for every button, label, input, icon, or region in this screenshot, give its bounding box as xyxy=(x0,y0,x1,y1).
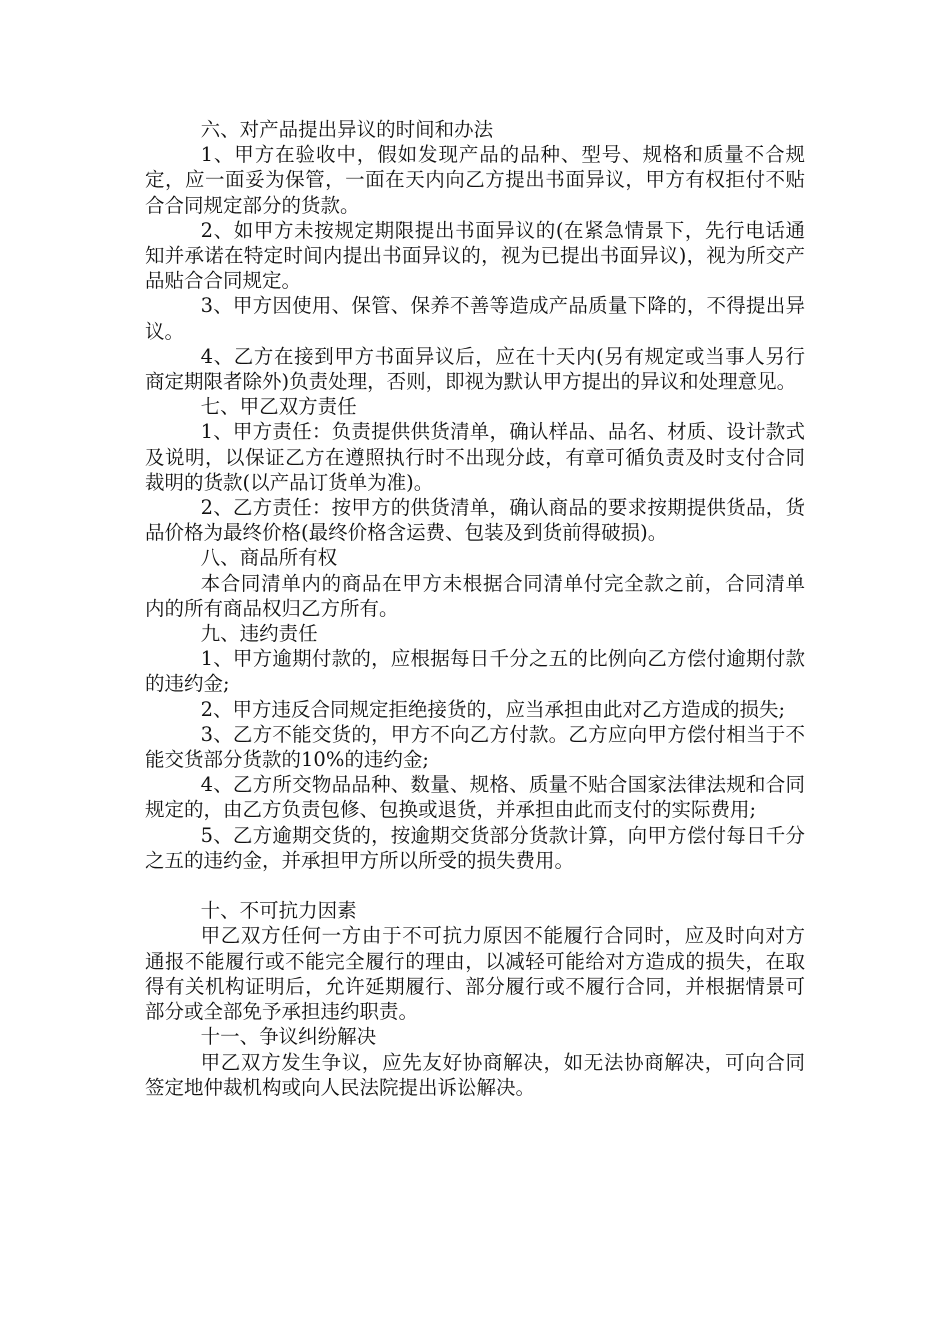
section-9-clause-4: 4、乙方所交物品品种、数量、规格、质量不贴合国家法律法规和合同规定的，由乙方负责包修、包换或退货，并承担由此而支付的实际费用; xyxy=(145,773,805,822)
section-8-heading: 八、商品所有权 xyxy=(200,546,338,570)
section-11-heading: 十一、争议纠纷解决 xyxy=(200,1025,377,1049)
section-9-clause-1: 1、甲方逾期付款的，应根据每日千分之五的比例向乙方偿付逾期付款的违约金; xyxy=(145,647,805,696)
section-7-clause-1: 1、甲方责任：负责提供供货清单，确认样品、品名、材质、设计款式及说明，以保证乙方在遵照执行时不出现分歧，有章可循负责及时支付合同裁明的货款(以产品订货单为准)。 xyxy=(145,420,805,494)
contract-body xyxy=(145,117,805,1100)
section-6-clause-3: 3、甲方因使用、保管、保养不善等造成产品质量下降的，不得提出异议。 xyxy=(145,294,805,343)
section-9-clause-3: 3、乙方不能交货的，甲方不向乙方付款。乙方应向甲方偿付相当于不能交货部分货款的10%的违约金; xyxy=(145,722,805,772)
section-6-clause-1: 1、甲方在验收中，假如发现产品的品种、型号、规格和质量不合规定，应一面妥为保管，一面在天内向乙方提出书面异议，甲方有权拒付不贴合合同规定部分的货款。 xyxy=(145,143,805,217)
section-11-clause-1: 甲乙双方发生争议，应先友好协商解决，如无法协商解决，可向合同签定地仲裁机构或向人民法院提出诉讼解决。 xyxy=(145,1050,805,1099)
section-9-heading: 九、违约责任 xyxy=(200,622,318,646)
section-6-clause-4: 4、乙方在接到甲方书面异议后，应在十天内(另有规定或当事人另行商定期限者除外)负责处理，否则，即视为默认甲方提出的异议和处理意见。 xyxy=(145,344,805,394)
section-9-clause-5: 5、乙方逾期交货的，按逾期交货部分货款计算，向甲方偿付每日千分之五的违约金，并承担甲方所以所受的损失费用。 xyxy=(145,823,805,872)
section-9-clause-2: 2、甲方违反合同规定拒绝接货的，应当承担由此对乙方造成的损失; xyxy=(200,697,786,721)
section-7-heading: 七、甲乙双方责任 xyxy=(200,395,357,419)
section-10-heading: 十、不可抗力因素 xyxy=(200,899,357,923)
section-6-heading: 六、对产品提出异议的时间和办法 xyxy=(200,118,494,141)
section-10-clause-1: 甲乙双方任何一方由于不可抗力原因不能履行合同时，应及时向对方通报不能履行或不能完全履行的理由，以减轻可能给对方造成的损失，在取得有关机构证明后，允许延期履行、部分履行或不履行合同，并根据情景可部分或全部免予承担违约职责。 xyxy=(145,924,805,1024)
section-8-clause-1: 本合同清单内的商品在甲方未根据合同清单付完全款之前，合同清单内的所有商品权归乙方所有。 xyxy=(145,571,805,620)
section-6-clause-2: 2、如甲方未按规定期限提出书面异议的(在紧急情景下，先行电话通知并承诺在特定时间内提出书面异议的，视为已提出书面异议)，视为所交产品贴合合同规定。 xyxy=(145,218,805,293)
blank-line xyxy=(145,873,805,898)
section-7-clause-2: 2、乙方责任：按甲方的供货清单，确认商品的要求按期提供货品，货品价格为最终价格(最终价格含运费、包装及到货前得破损)。 xyxy=(145,496,805,545)
